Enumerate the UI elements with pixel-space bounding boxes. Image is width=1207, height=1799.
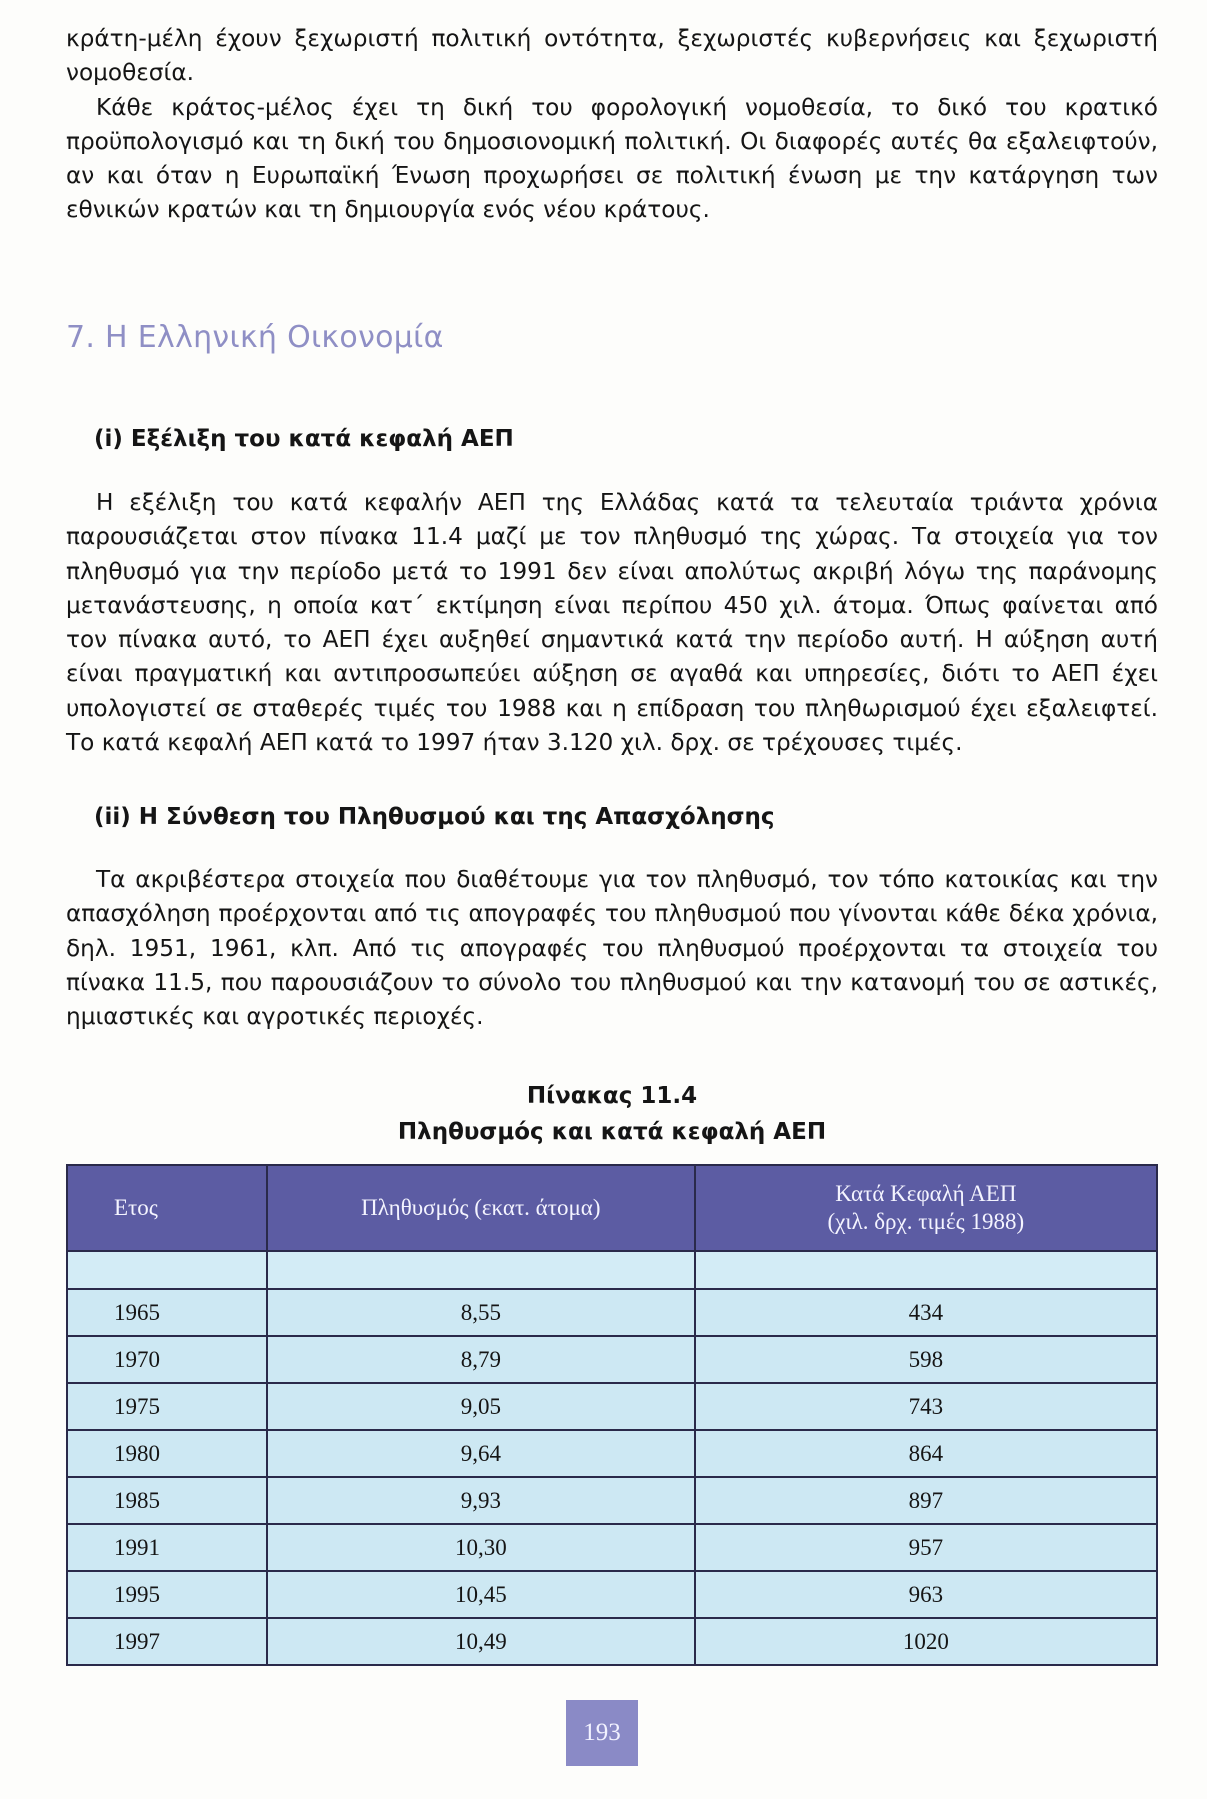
table-row: [67, 1383, 1157, 1430]
cell-population: 8,55: [267, 1289, 695, 1336]
subsection-2-title: (ii) Η Σύνθεση του Πληθυσμού και της Απασχόλησης: [94, 804, 775, 830]
cell-year: 1995: [67, 1571, 267, 1618]
table-row: [67, 1430, 1157, 1477]
cell-gdp: 434: [695, 1289, 1157, 1336]
header-gdp-line1: Κατά Κεφαλή ΑΕΠ: [835, 1181, 1017, 1206]
cell-year: 1970: [67, 1336, 267, 1383]
table-caption: [66, 1078, 1158, 1150]
cell-population: 10,30: [267, 1524, 695, 1571]
cell-gdp: 963: [695, 1571, 1157, 1618]
spacer-cell: [67, 1251, 267, 1289]
cell-gdp: 864: [695, 1430, 1157, 1477]
subsection-2-body: Τα ακριβέστερα στοιχεία που διαθέτουμε για τον πληθυσμό, τον τόπο κατοικίας και την απασχόληση προέρχονται από τις απογραφές του πληθυσμού που γίνονται κάθε δέκα χρόνια, δηλ. 1951, 1961, κλπ. Από τις απογραφές του πληθυσμού προέρχονται τα στοιχεία του πίνακα 11.5, που παρουσιάζουν το σύνολο του πληθυσμού και την κατανομή του σε αστικές, ημιαστικές και αγροτικές περιοχές.: [66, 866, 1158, 1031]
cell-population: 9,64: [267, 1430, 695, 1477]
header-year: Ετος: [67, 1165, 267, 1251]
intro-paragraph-line1: κράτη-μέλη έχουν ξεχωριστή πολιτική οντότητα, ξεχωριστές κυβερνήσεις και ξεχωριστή νομοθεσία.: [66, 25, 1158, 87]
table-caption-title: Πληθυσμός και κατά κεφαλή ΑΕΠ: [397, 1119, 827, 1145]
intro-paragraph: [66, 22, 1158, 228]
header-population: Πληθυσμός (εκατ. άτομα): [267, 1165, 695, 1251]
cell-gdp: 1020: [695, 1618, 1157, 1665]
cell-year: 1980: [67, 1430, 267, 1477]
cell-gdp: 598: [695, 1336, 1157, 1383]
subsection-1-body: Η εξέλιξη του κατά κεφαλήν ΑΕΠ της Ελλάδας κατά τα τελευταία τριάντα χρόνια παρουσιάζεται στον πίνακα 11.4 μαζί με τον πληθυσμό της χώρας. Τα στοιχεία για τον πληθυσμό για την περίοδο μετά το 1991 δεν είναι απολύτως ακριβή λόγω της παράνομης μετανάστευσης, η οποία κατ΄ εκτίμηση είναι περίπου 450 χιλ. άτομα. Όπως φαίνεται από τον πίνακα αυτό, το ΑΕΠ έχει αυξηθεί σημαντικά κατά την περίοδο αυτή. Η αύξηση αυτή είναι πραγματική και αντιπροσωπεύει αύξηση σε αγαθά και υπηρεσίες, διότι το ΑΕΠ έχει υπολογιστεί σε σταθερές τιμές του 1988 και η επίδραση του πληθωρισμού έχει εξαλειφτεί. Το κατά κεφαλή ΑΕΠ κατά το 1997 ήταν 3.120 χιλ. δρχ. σε τρέχουσες τιμές.: [66, 489, 1158, 757]
table-row: [67, 1524, 1157, 1571]
cell-year: 1997: [67, 1618, 267, 1665]
cell-population: 8,79: [267, 1336, 695, 1383]
table-caption-number: Πίνακας 11.4: [526, 1083, 698, 1109]
table-row: [67, 1289, 1157, 1336]
intro-paragraph-line2: Κάθε κράτος-μέλος έχει τη δική του φορολογική νομοθεσία, το δικό του κρατικό προϋπολογισμό και τη δική του δημοσιονομική πολιτική. Οι διαφορές αυτές θα εξαλειφτούν, αν και όταν η Ευρωπαϊκή Ένωση προχωρήσει σε πολιτική ένωση με την κατάργηση των εθνικών κρατών και τη δημιουργία ενός νέου κράτους.: [66, 93, 1158, 224]
cell-population: 9,93: [267, 1477, 695, 1524]
page-number: 193: [566, 1700, 638, 1766]
cell-year: 1975: [67, 1383, 267, 1430]
cell-gdp: 897: [695, 1477, 1157, 1524]
spacer-cell: [267, 1251, 695, 1289]
data-table: [66, 1164, 1158, 1666]
cell-gdp: 957: [695, 1524, 1157, 1571]
table-header-row: [67, 1165, 1157, 1251]
cell-population: 10,45: [267, 1571, 695, 1618]
table-spacer-row: [67, 1251, 1157, 1289]
table-row: [67, 1477, 1157, 1524]
subsection-1-title: (i) Εξέλιξη του κατά κεφαλή ΑΕΠ: [94, 426, 514, 452]
cell-population: 9,05: [267, 1383, 695, 1430]
header-gdp: [695, 1165, 1157, 1251]
spacer-cell: [695, 1251, 1157, 1289]
cell-year: 1985: [67, 1477, 267, 1524]
cell-year: 1965: [67, 1289, 267, 1336]
cell-population: 10,49: [267, 1618, 695, 1665]
table-row: [67, 1336, 1157, 1383]
table-row: [67, 1618, 1157, 1665]
section-title: 7. Η Ελληνική Οικονομία: [66, 320, 444, 355]
table-row: [67, 1571, 1157, 1618]
header-gdp-line2: (χιλ. δρχ. τιμές 1988): [827, 1209, 1025, 1234]
cell-gdp: 743: [695, 1383, 1157, 1430]
cell-year: 1991: [67, 1524, 267, 1571]
